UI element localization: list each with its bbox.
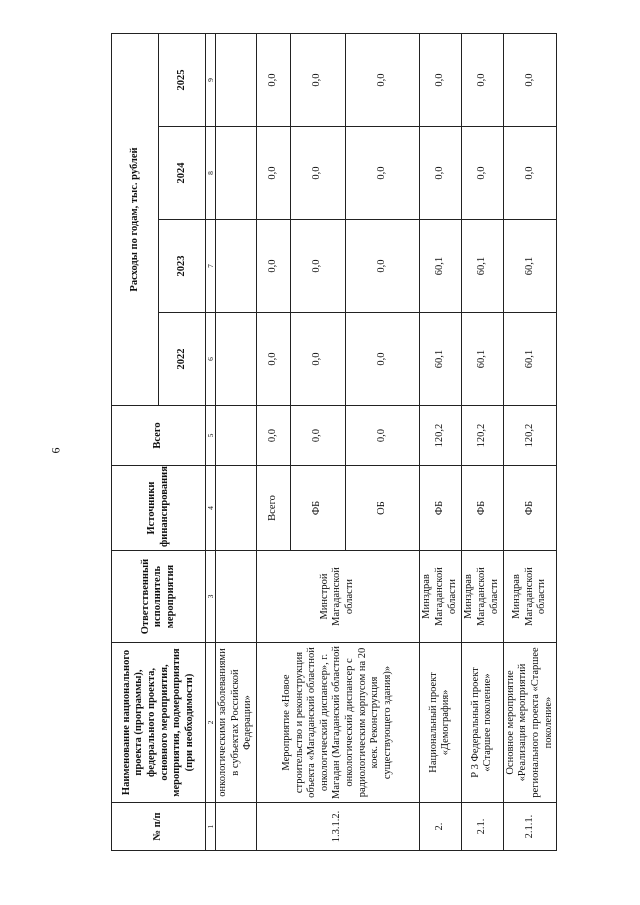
row-executor: Минстрой Магаданской области	[256, 551, 419, 643]
row-source: Всего	[256, 466, 290, 551]
row-num: 2.1.1.	[503, 803, 556, 851]
row-num	[216, 803, 257, 851]
row-year-value: 0,0	[461, 127, 503, 220]
row-total: 0,0	[345, 406, 419, 466]
row-year-value: 60,1	[419, 313, 461, 406]
row-name: онкологическими заболеваниями в субъектах Российской Федерации»	[216, 643, 257, 803]
header-year: 2024	[159, 127, 206, 220]
row-source: ОБ	[345, 466, 419, 551]
row-year-value: 0,0	[290, 220, 345, 313]
row-year-value	[216, 127, 257, 220]
row-year-value: 60,1	[503, 313, 556, 406]
column-index: 9	[206, 33, 216, 126]
header-total: Всего	[112, 406, 206, 466]
page-number: 6	[48, 447, 63, 454]
row-total	[216, 406, 257, 466]
row-executor: Минздрав Магаданской области	[419, 551, 461, 643]
row-total: 120,2	[461, 406, 503, 466]
header-year: 2022	[159, 313, 206, 406]
row-year-value: 0,0	[345, 33, 419, 126]
header-name: Наименование национального проекта (программы), федерального проекта, основного мероприятия, мероприятия, подмероприятия (при необходимости)	[112, 643, 206, 803]
header-num: № п/п	[112, 803, 206, 851]
row-executor: Минздрав Магаданской области	[461, 551, 503, 643]
row-total: 0,0	[290, 406, 345, 466]
row-year-value: 0,0	[419, 127, 461, 220]
table-row	[503, 33, 556, 850]
column-index: 4	[206, 466, 216, 551]
column-index: 3	[206, 551, 216, 643]
column-index: 2	[206, 643, 216, 803]
row-name: Основное мероприятие «Реализация мероприятий регионального проекта «Старшее поколение»	[503, 643, 556, 803]
budget-table	[111, 33, 557, 851]
row-year-value: 0,0	[461, 33, 503, 126]
row-year-value: 0,0	[345, 313, 419, 406]
header-year: 2023	[159, 220, 206, 313]
row-executor	[216, 551, 257, 643]
row-year-value: 60,1	[461, 313, 503, 406]
row-source: ФБ	[290, 466, 345, 551]
row-executor: Минздрав Магаданской области	[503, 551, 556, 643]
row-year-value	[216, 33, 257, 126]
row-source: ФБ	[503, 466, 556, 551]
row-year-value: 0,0	[503, 33, 556, 126]
row-year-value: 60,1	[419, 220, 461, 313]
column-index: 6	[206, 313, 216, 406]
row-year-value: 0,0	[419, 33, 461, 126]
row-year-value: 0,0	[345, 127, 419, 220]
table-row	[419, 33, 461, 850]
row-year-value	[216, 220, 257, 313]
row-year-value: 0,0	[256, 127, 290, 220]
header-expenses: Расходы по годам, тыс. рублей	[112, 33, 159, 405]
column-index-row	[206, 33, 216, 850]
row-year-value: 0,0	[290, 127, 345, 220]
row-year-value: 0,0	[503, 127, 556, 220]
row-year-value: 0,0	[345, 220, 419, 313]
header-year: 2025	[159, 33, 206, 126]
table-row	[216, 33, 257, 850]
row-total: 0,0	[256, 406, 290, 466]
column-index: 5	[206, 406, 216, 466]
row-year-value: 0,0	[256, 313, 290, 406]
row-year-value: 0,0	[290, 33, 345, 126]
row-year-value: 0,0	[290, 313, 345, 406]
column-index: 7	[206, 220, 216, 313]
row-name: Национальный проект «Демография»	[419, 643, 461, 803]
header-source: Источники финансирования	[112, 466, 206, 551]
row-year-value: 60,1	[503, 220, 556, 313]
row-name: Мероприятие «Новое строительство и реконструкция объекта «Магаданский областной онкологический диспансер», г. Магадан (Магаданский областной онкологический диспансер с радиологическим корпусом на 20 коек. Реконструкция существующего здания)»	[256, 643, 419, 803]
table-row	[461, 33, 503, 850]
budget-table-sheet	[111, 33, 554, 851]
column-index: 1	[206, 803, 216, 851]
header-executor: Ответственный исполнитель мероприятия	[112, 551, 206, 643]
row-total: 120,2	[419, 406, 461, 466]
row-year-value: 0,0	[256, 33, 290, 126]
row-year-value: 0,0	[256, 220, 290, 313]
row-num: 2.	[419, 803, 461, 851]
row-source: ФБ	[461, 466, 503, 551]
row-total: 120,2	[503, 406, 556, 466]
row-name: Р 3 Федеральный проект «Старшее поколение»	[461, 643, 503, 803]
row-source: ФБ	[419, 466, 461, 551]
row-num: 2.1.	[461, 803, 503, 851]
table-row	[256, 33, 290, 850]
row-num: 1.3.1.2.	[256, 803, 419, 851]
row-year-value	[216, 313, 257, 406]
row-source	[216, 466, 257, 551]
column-index: 8	[206, 127, 216, 220]
row-year-value: 60,1	[461, 220, 503, 313]
